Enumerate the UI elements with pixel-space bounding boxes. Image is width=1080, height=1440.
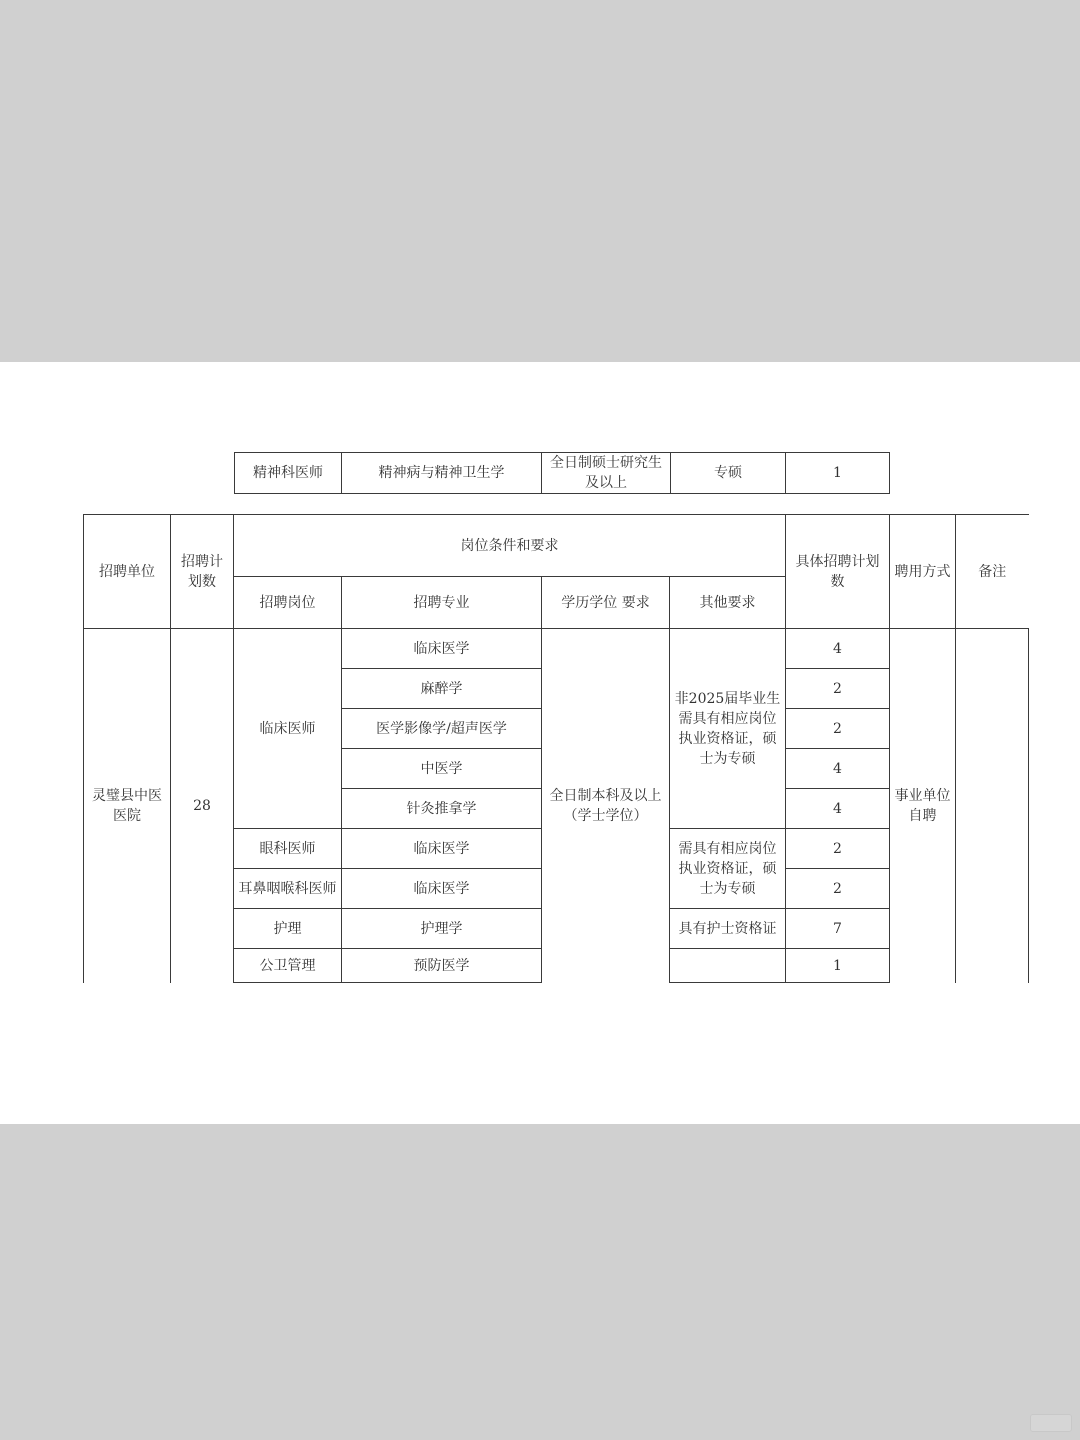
header-major: 招聘专业 [342, 577, 542, 629]
degree-cell: 全日制本科及以上（学士学位） [542, 629, 670, 983]
major-cell: 精神病与精神卫生学 [342, 453, 542, 494]
major-cell: 预防医学 [342, 949, 542, 983]
recruitment-table [83, 514, 1029, 983]
header-other: 其他要求 [670, 577, 786, 629]
other-cell: 非2025届毕业生需具有相应岗位执业资格证，硕士为专硕 [670, 629, 786, 829]
other-cell: 专硕 [671, 453, 786, 494]
post-cell: 耳鼻咽喉科医师 [234, 869, 342, 909]
other-cell: 具有护士资格证 [670, 909, 786, 949]
other-cell: 需具有相应岗位执业资格证，硕士为专硕 [670, 829, 786, 909]
count-cell: 2 [786, 869, 890, 909]
header-degree: 学历学位 要求 [542, 577, 670, 629]
document-page [0, 362, 1080, 1124]
table-row [235, 453, 890, 494]
post-cell: 精神科医师 [235, 453, 342, 494]
post-cell: 公卫管理 [234, 949, 342, 983]
major-cell: 临床医学 [342, 629, 542, 669]
major-cell: 临床医学 [342, 869, 542, 909]
remark-cell [956, 629, 1029, 983]
header-conditions: 岗位条件和要求 [234, 515, 786, 577]
count-cell: 4 [786, 749, 890, 789]
post-cell: 护理 [234, 909, 342, 949]
unit-cell: 灵璧县中医医院 [84, 629, 171, 983]
header-remark: 备注 [956, 515, 1029, 629]
header-count: 具体招聘计划数 [786, 515, 890, 629]
count-cell: 2 [786, 669, 890, 709]
count-cell: 1 [786, 453, 890, 494]
header-method: 聘用方式 [890, 515, 956, 629]
count-cell: 2 [786, 709, 890, 749]
count-cell: 7 [786, 909, 890, 949]
header-row [84, 515, 1029, 577]
top-table [234, 452, 890, 494]
major-cell: 临床医学 [342, 829, 542, 869]
count-cell: 4 [786, 629, 890, 669]
method-cell: 事业单位自聘 [890, 629, 956, 983]
post-cell: 临床医师 [234, 629, 342, 829]
header-plan: 招聘计划数 [171, 515, 234, 629]
major-cell: 医学影像学/超声医学 [342, 709, 542, 749]
count-cell: 1 [786, 949, 890, 983]
post-cell: 眼科医师 [234, 829, 342, 869]
major-cell: 中医学 [342, 749, 542, 789]
table-row [84, 629, 1029, 669]
major-cell: 麻醉学 [342, 669, 542, 709]
major-cell: 针灸推拿学 [342, 789, 542, 829]
count-cell: 4 [786, 789, 890, 829]
header-post: 招聘岗位 [234, 577, 342, 629]
watermark-logo [1030, 1414, 1072, 1432]
degree-cell: 全日制硕士研究生及以上 [542, 453, 671, 494]
count-cell: 2 [786, 829, 890, 869]
major-cell: 护理学 [342, 909, 542, 949]
header-unit: 招聘单位 [84, 515, 171, 629]
other-cell [670, 949, 786, 983]
plan-cell: 28 [171, 629, 234, 983]
